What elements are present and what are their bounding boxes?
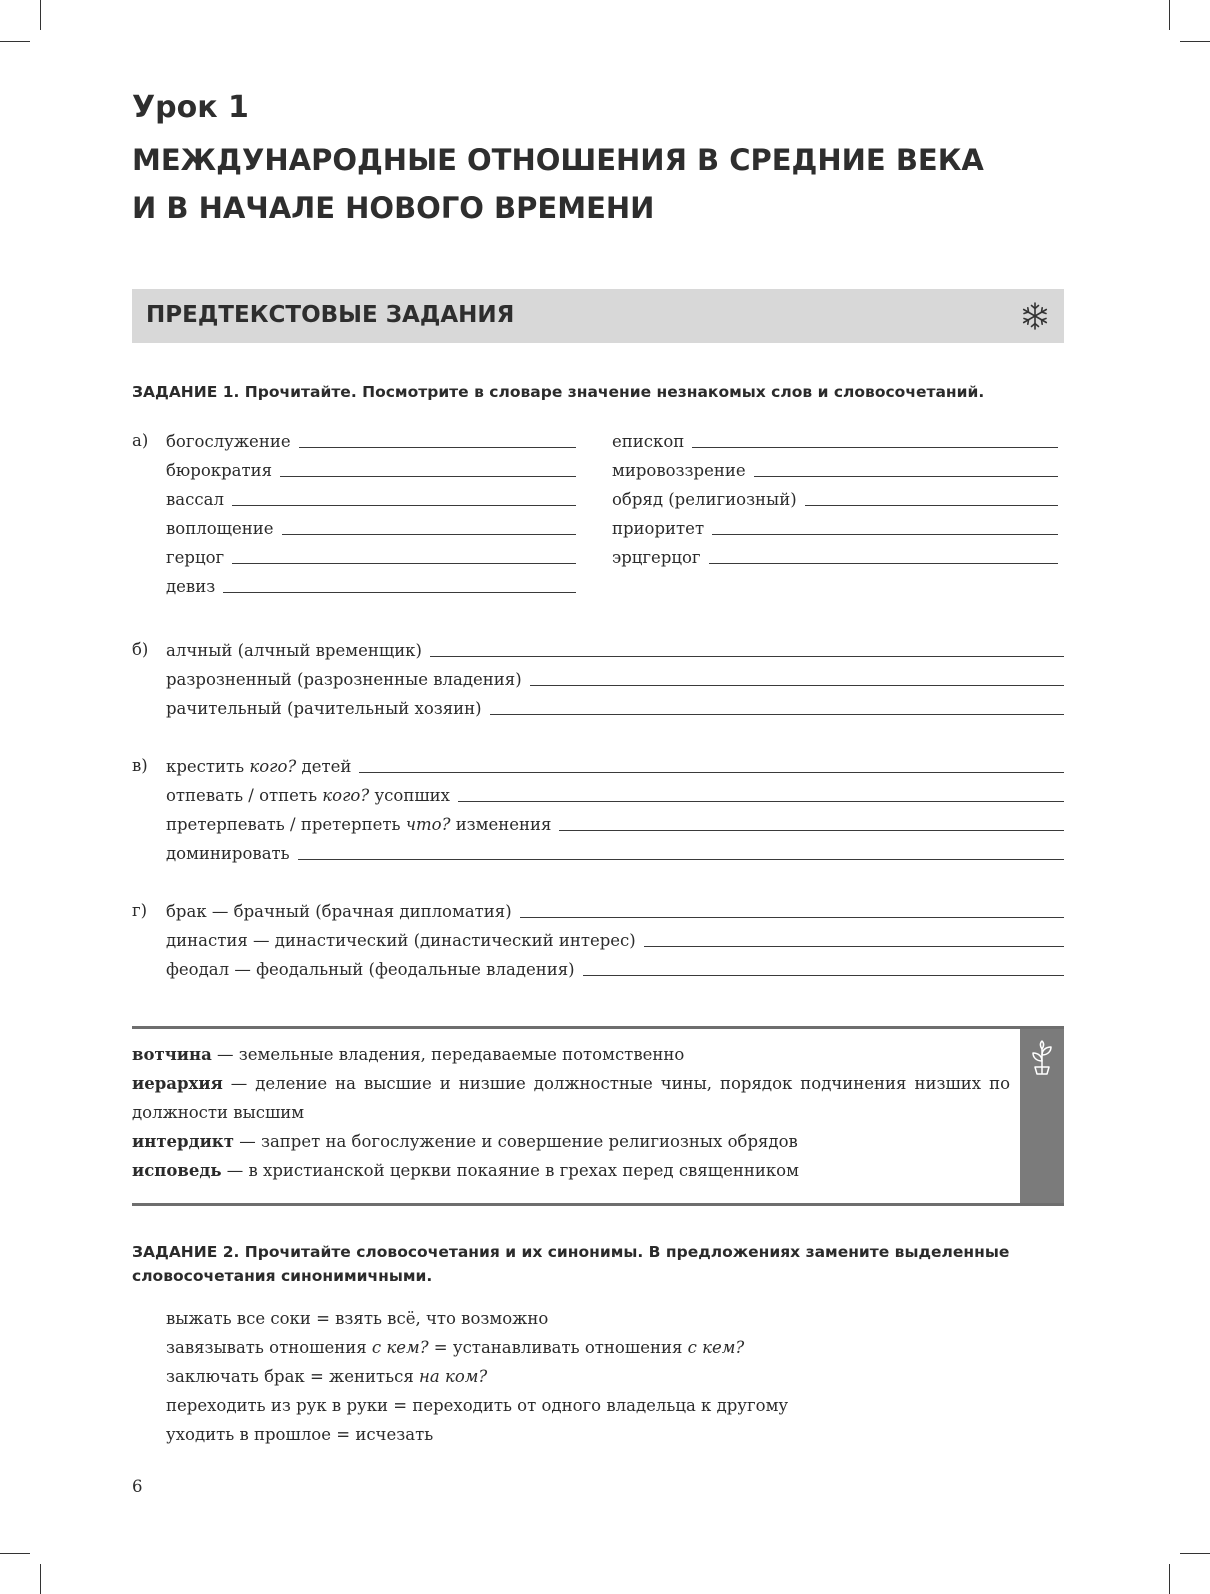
vocab-row (166, 812, 1064, 834)
vocab-row (612, 429, 1058, 451)
vocab-row (612, 516, 1058, 538)
glossary-entry (132, 1040, 1010, 1069)
lesson-title-line-2: И В НАЧАЛЕ НОВОГО ВРЕМЕНИ (132, 191, 655, 225)
answer-line[interactable] (754, 476, 1058, 477)
answer-line[interactable] (583, 975, 1064, 976)
vocab-row (166, 841, 1064, 863)
synonym-pair: завязывать отношения с кем? = устанавливать отношения с кем? (166, 1338, 745, 1357)
glossary-entry (132, 1156, 1010, 1185)
task1-heading: ЗАДАНИЕ 1. Прочитайте. Посмотрите в словаре значение незнакомых слов и словосочетаний. (132, 383, 985, 401)
item-label-g: г) (132, 901, 148, 920)
vocab-word: герцог (166, 548, 225, 567)
crop-mark (1169, 0, 1170, 30)
synonym-pair: заключать брак = жениться на ком? (166, 1367, 488, 1386)
answer-line[interactable] (530, 685, 1064, 686)
glossary-definition: — деление на высшие и низшие должностные чины, порядок подчинения низших по должности высшим (132, 1074, 1010, 1122)
vocab-row (166, 899, 1064, 921)
vocab-word: епископ (612, 432, 685, 451)
task2-heading: ЗАДАНИЕ 2. Прочитайте словосочетания и их синонимы. В предложениях замените выделенные словосочетания синонимичными. (132, 1243, 1010, 1285)
answer-line[interactable] (559, 830, 1064, 831)
answer-line[interactable] (359, 772, 1064, 773)
vocab-row (166, 487, 576, 509)
crop-mark (1169, 1564, 1170, 1594)
vocab-row (166, 638, 1064, 660)
vocab-row (166, 928, 1064, 950)
item-label-a: а) (132, 431, 149, 450)
question-word: с кем? (371, 1338, 429, 1357)
verb: крестить (166, 757, 245, 776)
vocab-row (612, 458, 1058, 480)
glossary-box (132, 1026, 1064, 1206)
vocab-row (166, 783, 1064, 805)
glossary-definition: — земельные владения, передаваемые потомственно (211, 1045, 685, 1064)
answer-line[interactable] (692, 447, 1058, 448)
answer-line[interactable] (282, 534, 577, 535)
page-number: 6 (132, 1477, 143, 1496)
glossary-entry (132, 1069, 1010, 1127)
glossary-term: интердикт (132, 1132, 234, 1151)
vocab-row (166, 667, 1064, 689)
vocab-row (612, 545, 1058, 567)
vocab-phrase: династия — династический (династический интерес) (166, 931, 636, 950)
vocab-row (166, 957, 1064, 979)
vocab-word: мировоззрение (612, 461, 746, 480)
item-label-v: в) (132, 756, 148, 775)
vocab-word: вассал (166, 490, 224, 509)
crop-mark (0, 41, 30, 42)
question-word: с кем? (687, 1338, 745, 1357)
answer-line[interactable] (458, 801, 1064, 802)
snowflake-icon (1020, 301, 1050, 331)
crop-mark (1180, 1553, 1210, 1554)
verb: доминировать (166, 844, 290, 863)
answer-line[interactable] (490, 714, 1064, 715)
crop-mark (40, 1564, 41, 1594)
glossary-definition: — запрет на богослужение и совершение религиозных обрядов (233, 1132, 798, 1151)
vocab-phrase: рачительный (рачительный хозяин) (166, 699, 482, 718)
vocab-word: бюрократия (166, 461, 273, 480)
vocab-word: богослужение (166, 432, 291, 451)
vocab-row (166, 574, 576, 596)
question-word: на ком? (419, 1367, 488, 1386)
vocab-word: воплощение (166, 519, 274, 538)
question-word: кого? (249, 757, 297, 776)
section-header (132, 289, 1064, 343)
synonym-pair: переходить из рук в руки = переходить от одного владельца к другому (166, 1396, 789, 1415)
answer-line[interactable] (232, 505, 576, 506)
glossary-sidebar (1020, 1029, 1064, 1203)
object: усопших (374, 786, 450, 805)
answer-line[interactable] (520, 917, 1064, 918)
glossary-term: вотчина (132, 1045, 212, 1064)
question-word: кого? (322, 786, 370, 805)
vocab-row (166, 429, 576, 451)
vocab-row (166, 516, 576, 538)
vocab-row (166, 545, 576, 567)
object: изменения (455, 815, 552, 834)
object: детей (301, 757, 352, 776)
vocab-phrase: феодал — феодальный (феодальные владения) (166, 960, 575, 979)
vocab-phrase: алчный (алчный временщик) (166, 641, 422, 660)
question-word: что? (405, 815, 451, 834)
glossary-term: иерархия (132, 1074, 223, 1093)
vocab-phrase: брак — брачный (брачная дипломатия) (166, 902, 512, 921)
plant-icon (1029, 1039, 1055, 1075)
vocab-phrase: разрозненный (разрозненные владения) (166, 670, 522, 689)
answer-line[interactable] (298, 859, 1064, 860)
vocab-word: девиз (166, 577, 216, 596)
answer-line[interactable] (644, 946, 1064, 947)
vocab-row (612, 487, 1058, 509)
vocab-word: обряд (религиозный) (612, 490, 797, 509)
answer-line[interactable] (299, 447, 576, 448)
answer-line[interactable] (232, 563, 576, 564)
glossary-definition: — в христианской церкви покаяние в грехах перед священником (221, 1161, 799, 1180)
answer-line[interactable] (805, 505, 1058, 506)
synonym-pair: уходить в прошлое = исчезать (166, 1425, 434, 1444)
vocab-row (166, 754, 1064, 776)
crop-mark (1180, 41, 1210, 42)
crop-mark (0, 1553, 30, 1554)
answer-line[interactable] (223, 592, 576, 593)
synonym-pair: выжать все соки = взять всё, что возможно (166, 1309, 549, 1328)
lesson-title-line-1: МЕЖДУНАРОДНЫЕ ОТНОШЕНИЯ В СРЕДНИЕ ВЕКА (132, 143, 984, 177)
crop-mark (40, 0, 41, 30)
lesson-title (132, 136, 984, 232)
vocab-word: приоритет (612, 519, 705, 538)
vocab-row (166, 696, 1064, 718)
answer-line[interactable] (712, 534, 1058, 535)
verb: претерпевать / претерпеть (166, 815, 401, 834)
section-title: ПРЕДТЕКСТОВЫЕ ЗАДАНИЯ (146, 302, 515, 328)
answer-line[interactable] (709, 563, 1058, 564)
lesson-number: Урок 1 (132, 90, 249, 125)
vocab-word: эрцгерцог (612, 548, 701, 567)
answer-line[interactable] (430, 656, 1064, 657)
verb: отпевать / отпеть (166, 786, 318, 805)
answer-line[interactable] (280, 476, 576, 477)
glossary-term: исповедь (132, 1161, 222, 1180)
item-label-b: б) (132, 640, 149, 659)
glossary-entry (132, 1127, 1010, 1156)
vocab-row (166, 458, 576, 480)
